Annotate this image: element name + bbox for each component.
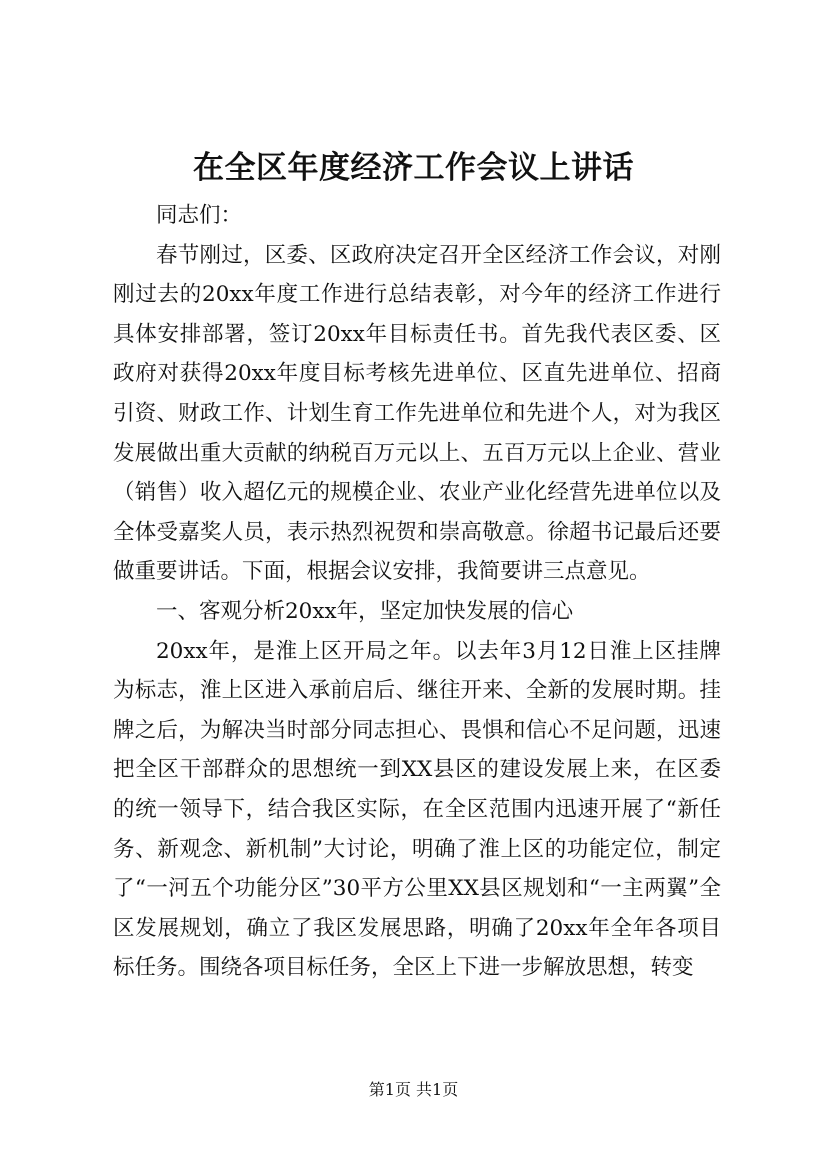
document-body <box>113 196 721 988</box>
document-title: 在全区年度经济工作会议上讲话 <box>193 150 634 186</box>
section-heading-1: 一、客观分析20xx年，坚定加快发展的信心 <box>156 598 574 624</box>
body-paragraph-section-1: 20xx年，是淮上区开局之年。以去年3月12日淮上区挂牌为标志，淮上区进入承前启后、继往开来、全新的发展时期。挂牌之后，为解决当时部分同志担心、畏惧和信心不足问题，迅速把全区干部群众的思想统一到XX县区的建设发展上来，在区委的统一领导下，结合我区实际，在全区范围内迅速开展了“新任务、新观念、新机制”大讨论，明确了淮上区的功能定位，制定了“一河五个功能分区”30平方公里XX县区规划和“一主两翼”全区发展规划，确立了我区发展思路，明确了20xx年全年各项目标任务。围绕各项目标任务，全区上下进一步解放思想，转变 <box>113 638 721 981</box>
page-footer: 第1页 共1页 <box>368 1080 459 1099</box>
salutation: 同志们： <box>156 203 243 228</box>
body-paragraph-intro: 春节刚过，区委、区政府决定召开全区经济工作会议，对刚刚过去的20xx年度工作进行总结表彰，对今年的经济工作进行具体安排部署，签订20xx年目标责任书。首先我代表区委、区政府对获得20xx年度目标考核先进单位、区直先进单位、招商引资、财政工作、计划生育工作先进单位和先进个人，对为我区发展做出重大贡献的纳税百万元以上、五百万元以上企业、营业（销售）收入超亿元的规模企业、农业产业化经营先进单位以及全体受嘉奖人员，表示热烈祝贺和崇高敬意。徐超书记最后还要做重要讲话。下面，根据会议安排，我简要讲三点意见。 <box>113 242 721 585</box>
